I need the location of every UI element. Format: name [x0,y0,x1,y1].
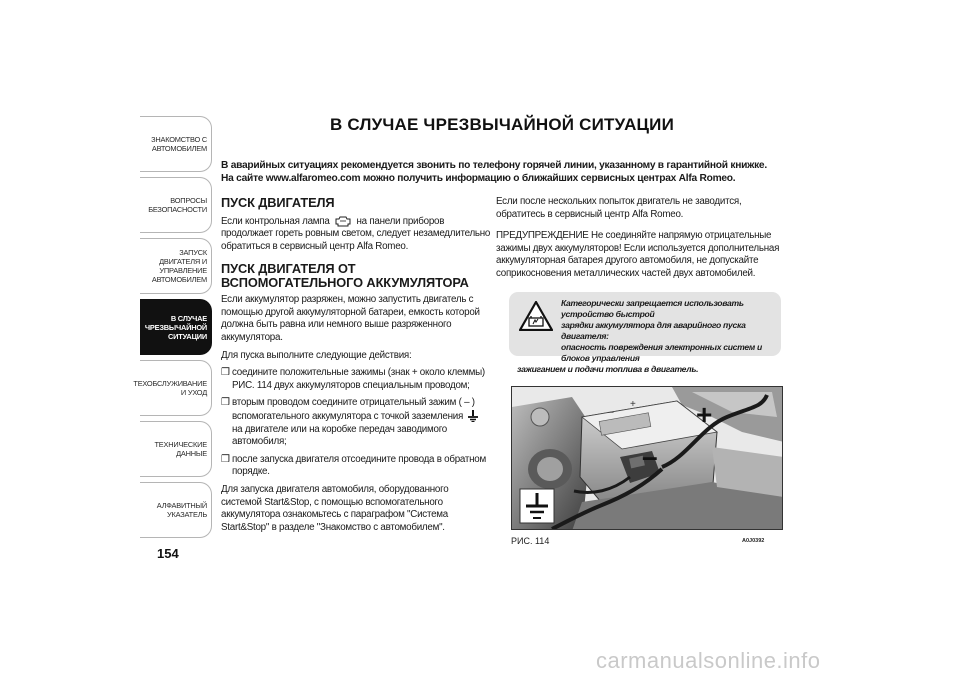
tab-intro[interactable]: ЗНАКОМСТВО С АВТОМОБИЛЕМ [140,116,212,172]
paragraph-steps: Для пуска выполните следующие действия: [221,349,412,361]
ground-symbol-icon [468,410,478,422]
page-number: 154 [157,546,179,561]
list-item: ❒ соедините положительные зажимы (знак + около клеммы) РИС. 114 двух аккумуляторов специальным проводом; [221,367,485,391]
paragraph-service: Если после нескольких попыток двигатель не заводится, обратитесь в сервисный центр Alfa Romeo. [496,196,742,220]
tab-safety[interactable]: ВОПРОСЫ БЕЗОПАСНОСТИ [140,177,212,233]
tab-emergency[interactable]: В СЛУЧАЕ ЧРЕЗВЫЧАЙНОЙ СИТУАЦИИ [140,299,212,355]
warning-text: Категорически запрещается использовать устройство быстрой зарядки аккумулятора для аварийного пуска двигателя: опасность повреждения электронных систем и блоков управления зажиганием и подачи топлива в двигатель. [517,298,762,374]
engine-warning-lamp-icon [334,215,352,227]
battery-plus-marking: + [630,399,636,410]
intro-paragraph: В аварийных ситуациях рекомендуется звонить по телефону горячей линии, указанному в гарантийной книжке. На сайте www.alfaromeo.com можно получить информацию о ближайших сервисных центрах Alfa Romeo. [221,160,767,184]
tab-maintenance[interactable]: ТЕХОБСЛУЖИВАНИЕ И УХОД [140,360,212,416]
tab-driving[interactable]: ЗАПУСК ДВИГАТЕЛЯ И УПРАВЛЕНИЕ АВТОМОБИЛЕМ [140,238,212,294]
battery-minus-marking: – [608,407,614,418]
figure-caption: РИС. 114 [511,536,550,546]
paragraph-caution: ПРЕДУПРЕЖДЕНИЕ Не соединяйте напрямую отрицательные зажимы двух аккумуляторов! Если используется дополнительная аккумуляторная батарея другого автомобиля, не допускайте соприкосновения металлических частей двух автомобилей. [496,230,780,279]
watermark: carmanualsonline.info [596,648,821,673]
left-column [221,196,491,534]
heading-engine-start: ПУСК ДВИГАТЕЛЯ [221,195,335,210]
tab-tech-data[interactable]: ТЕХНИЧЕСКИЕ ДАННЫЕ [140,421,212,477]
paragraph-warning-lamp: Если контрольная лампа на панели приборов продолжает гореть ровным светом, следует незамедлительно обратиться в сервисный центр Alfa Romeo. [221,215,491,252]
paragraph-jump-start: Если аккумулятор разряжен, можно запустить двигатель с помощью другой аккумуляторной батареи, емкость которой должна быть равна или немного выше разряженного аккумулятора. [221,294,480,344]
right-column [496,196,782,281]
figure-plus-sign: + [696,399,713,430]
page-title: В СЛУЧАЕ ЧРЕЗВЫЧАЙНОЙ СИТУАЦИИ [329,115,675,134]
list-item: ❒ после запуска двигателя отсоедините провода в обратном порядке. [221,453,486,478]
figure-jump-start [511,386,783,530]
heading-jump-start: ПУСК ДВИГАТЕЛЯ ОТ ВСПОМОГАТЕЛЬНОГО АККУМУЛЯТОРА [221,261,469,290]
figure-code: A0J0392 [742,538,765,544]
tab-index[interactable]: АЛФАВИТНЫЙ УКАЗАТЕЛЬ [140,482,212,538]
list-item: ❒ вторым проводом соедините отрицательный зажим ( – ) вспомогательного аккумулятора с точкой заземления на двигателе или на коробке передач заводимого автомобиля; [221,397,491,448]
warning-box [509,292,781,374]
figure-minus-sign: – [642,441,658,472]
paragraph-start-stop: Для запуска двигателя автомобиля, оборудованного системой Start&Stop, с помощью вспомогательного аккумулятора ознакомьтесь с параграфом "Система Start&Stop" в разделе "Знакомство с автомобилем". [221,484,449,533]
